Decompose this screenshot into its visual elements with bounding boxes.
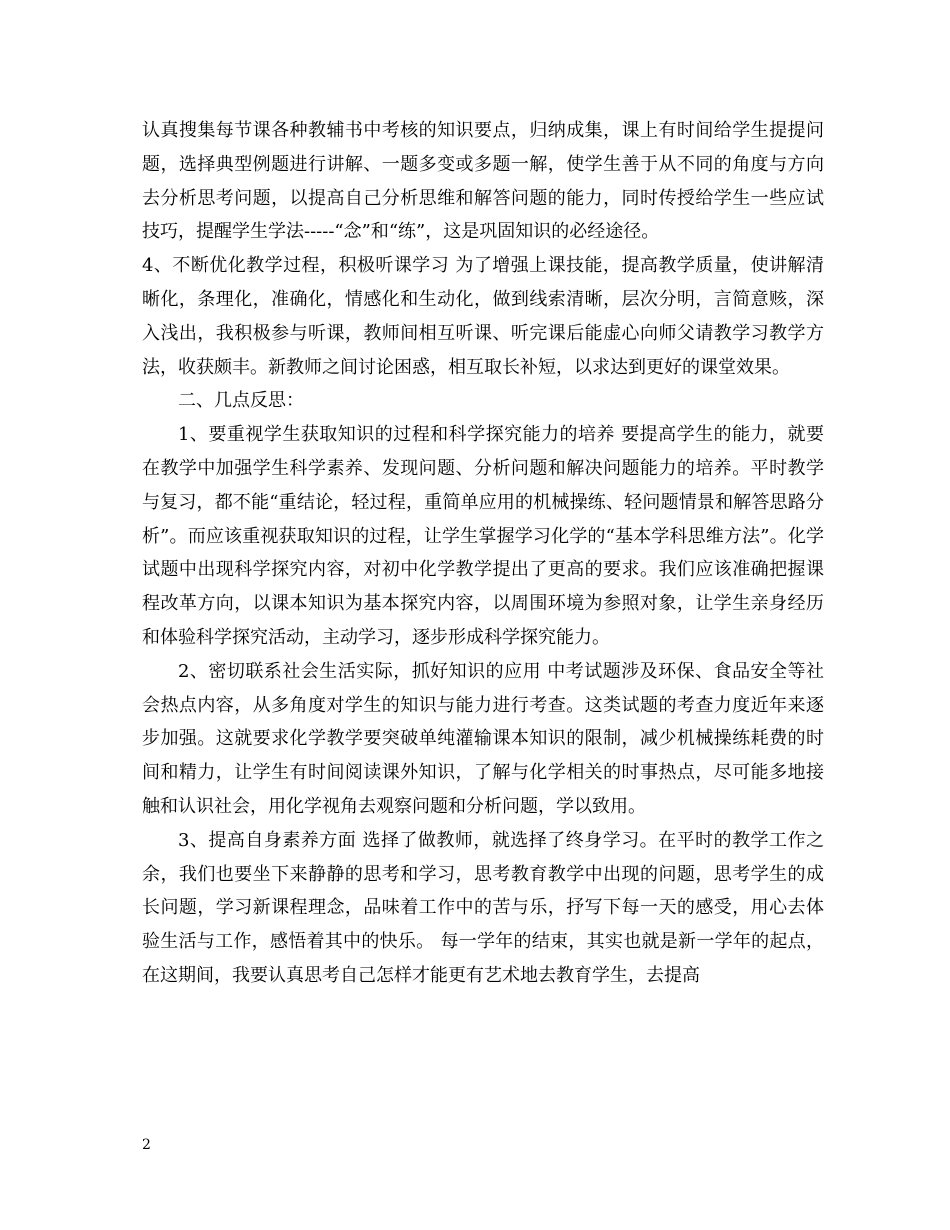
paragraph-continued-study-methods: 认真搜集每节课各种教辅书中考核的知识要点，归纳成集，课上有时间给学生提提问题，选择典型例题进行讲解、一题多变或多题一解，使学生善于从不同的角度与方向去分析思考问题，以提高自己分析思维和解答问题的能力，同时传授给学生一些应试技巧，提醒学生学法-----“念”和“练”，这是巩固知识的必经途径。 [142, 120, 824, 243]
paragraph-optimize-teaching: 4、不断优化教学过程，积极听课学习 为了增强上课技能，提高教学质量，使讲解清晰化，条理化，准确化，情感化和生动化，做到线索清晰，层次分明，言简意赅，深入浅出，我积极参与听课，教师间相互听课、听完课后能虚心向师父请教学习教学方法，收获颇丰。新教师之间讨论困惑，相互取长补短，以求达到更好的课堂效果。 [142, 255, 824, 378]
page-number: 2 [142, 1137, 151, 1153]
paragraph-reflection-3: 3、提高自身素养方面 选择了做教师，就选择了终身学习。在平时的教学工作之余，我们也要坐下来静静的思考和学习，思考教育教学中出现的问题，思考学生的成长问题，学习新课程理念，品味着工作中的苦与乐，抒写下每一天的感受，用心去体验生活与工作，感悟着其中的快乐。 每一学年的结束，其实也就是新一学年的起点，在这期间，我要认真思考自己怎样才能更有艺术地去教育学生，去提高 [142, 829, 824, 986]
section-heading-reflections: 二、几点反思： [178, 390, 304, 412]
paragraph-reflection-1: 1、要重视学生获取知识的过程和科学探究能力的培养 要提高学生的能力，就要在教学中加强学生科学素养、发现问题、分析问题和解决问题能力的培养。平时教学与复习，都不能“重结论，轻过程，重简单应用的机械操练、轻问题情景和解答思路分析”。而应该重视获取知识的过程，让学生掌握学习化学的“基本学科思维方法”。化学试题中出现科学探究内容，对初中化学教学提出了更高的要求。我们应该准确把握课程改革方向，以课本知识为基本探究内容，以周围环境为参照对象，让学生亲身经历和体验科学探究活动，主动学习，逐步形成科学探究能力。 [142, 424, 824, 648]
document-body [142, 114, 824, 993]
paragraph-reflection-2: 2、密切联系社会生活实际，抓好知识的应用 中考试题涉及环保、食品安全等社会热点内容，从多角度对学生的知识与能力进行考查。这类试题的考查力度近年来逐步加强。这就要求化学教学要突破单纯灌输课本知识的限制，减少机械操练耗费的时间和精力，让学生有时间阅读课外知识，了解与化学相关的时事热点，尽可能多地接触和认识社会，用化学视角去观察问题和分析问题，学以致用。 [142, 660, 824, 817]
